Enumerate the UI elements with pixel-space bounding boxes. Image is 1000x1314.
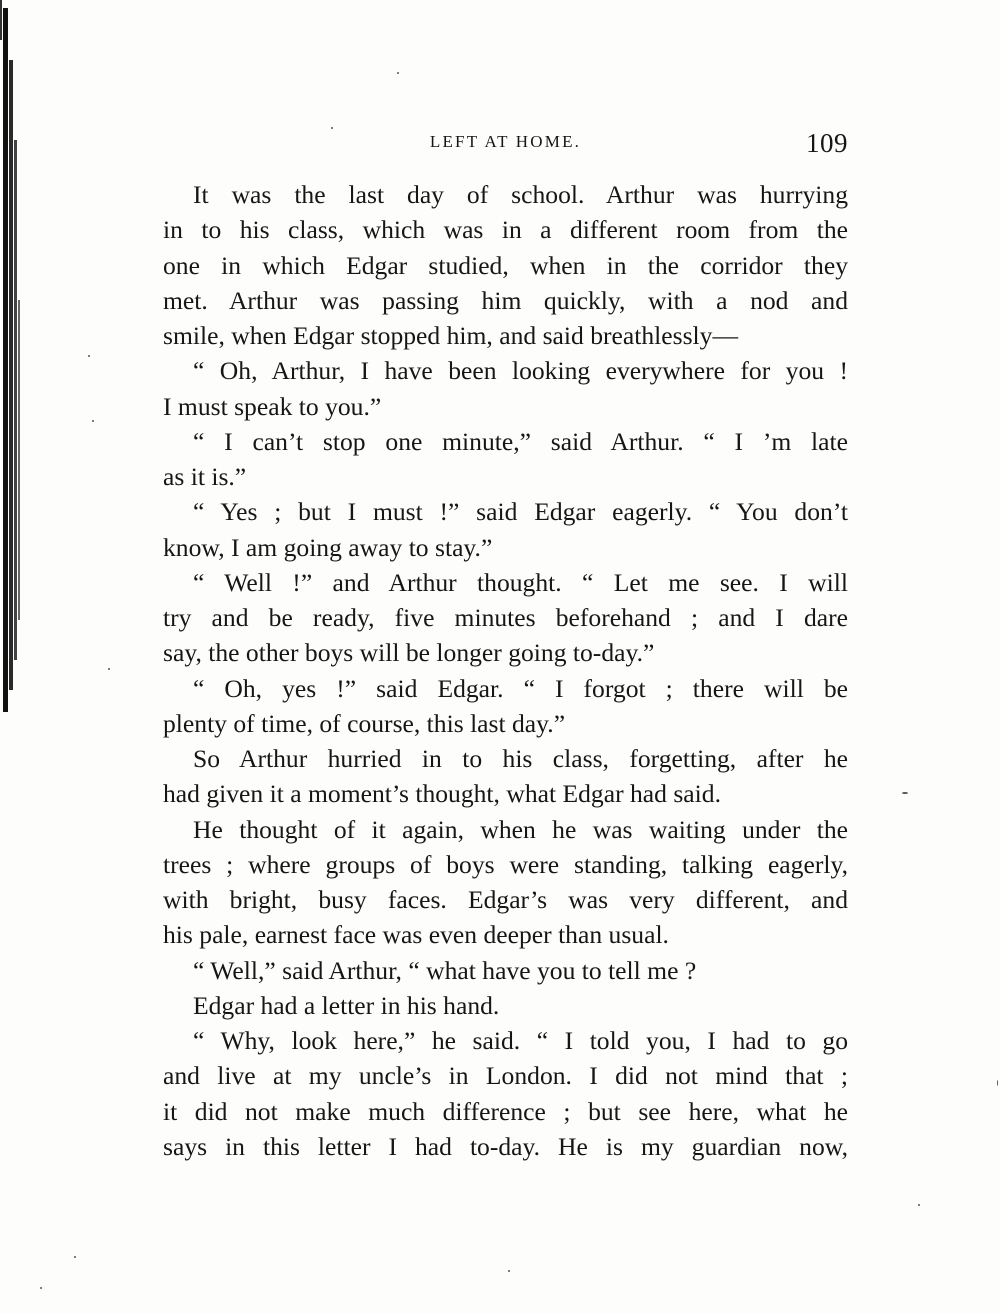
text-line: as it is.” bbox=[163, 462, 247, 491]
text-line: and live at my uncle’s in London. I did not mind that ; bbox=[163, 1061, 848, 1091]
body-text bbox=[163, 177, 848, 1164]
paper-speck bbox=[92, 420, 94, 422]
text-line: I must speak to you.” bbox=[163, 391, 382, 421]
text-line: his pale, earnest face was even deeper than usual. bbox=[163, 920, 669, 950]
text-line: trees ; where groups of boys were standing, talking eagerly, bbox=[163, 849, 848, 879]
paper-speck bbox=[918, 1204, 920, 1206]
text-line: with bright, busy faces. Edgar’s was very different, and bbox=[163, 885, 848, 914]
paper-speck bbox=[88, 355, 90, 357]
text-line: “ Well !” and Arthur thought. “ Let me see. I will bbox=[193, 567, 848, 597]
text-line: “ Yes ; but I must !” said Edgar eagerly. “ You don’t bbox=[193, 497, 848, 527]
page-header bbox=[163, 128, 848, 162]
text-line: “ I can’t stop one minute,” said Arthur. “ I ’m late bbox=[193, 426, 848, 456]
paper-speck bbox=[508, 1270, 510, 1272]
text-line: “ Oh, Arthur, I have been looking everywhere for you ! bbox=[193, 356, 848, 386]
text-line: in to his class, which was in a different room from the bbox=[163, 215, 848, 245]
text-line: try and be ready, five minutes beforehand ; and I dare bbox=[163, 603, 848, 632]
binding-shadow bbox=[0, 0, 36, 720]
running-head: LEFT AT HOME. bbox=[429, 132, 582, 151]
paper-speck bbox=[74, 1256, 76, 1258]
text-line: had given it a moment’s thought, what Edgar had said. bbox=[163, 779, 721, 809]
text-line: it did not make much difference ; but see here, what he bbox=[163, 1096, 848, 1126]
text-line: It was the last day of school. Arthur was hurrying bbox=[193, 180, 848, 209]
text-line: met. Arthur was passing him quickly, with a nod and bbox=[163, 285, 848, 315]
text-line: plenty of time, of course, this last day.” bbox=[163, 708, 566, 738]
text-line: “ Well,” said Arthur, “ what have you to tell me ? bbox=[193, 955, 697, 985]
paper-speck bbox=[108, 668, 110, 670]
text-line: Edgar had a letter in his hand. bbox=[193, 990, 500, 1020]
text-line: says in this letter I had to-day. He is my guardian now, bbox=[163, 1131, 848, 1161]
paper-speck bbox=[902, 792, 908, 794]
paper-speck bbox=[397, 72, 399, 74]
text-line: He thought of it again, when he was waiting under the bbox=[193, 814, 848, 844]
text-line: know, I am going away to stay.” bbox=[163, 532, 493, 562]
text-line: one in which Edgar studied, when in the corridor they bbox=[163, 250, 848, 280]
text-line: say, the other boys will be longer going to-day.” bbox=[163, 638, 655, 668]
text-line: smile, when Edgar stopped him, and said breathlessly— bbox=[163, 321, 739, 350]
text-line: So Arthur hurried in to his class, forgetting, after he bbox=[193, 744, 848, 773]
paper-speck bbox=[997, 1080, 998, 1086]
text-line: “ Why, look here,” he said. “ I told you, I had to go bbox=[193, 1026, 848, 1055]
text-line: “ Oh, yes !” said Edgar. “ I forgot ; there will be bbox=[193, 673, 848, 703]
paper-speck bbox=[40, 1287, 42, 1289]
page-number: 109 bbox=[806, 128, 848, 158]
